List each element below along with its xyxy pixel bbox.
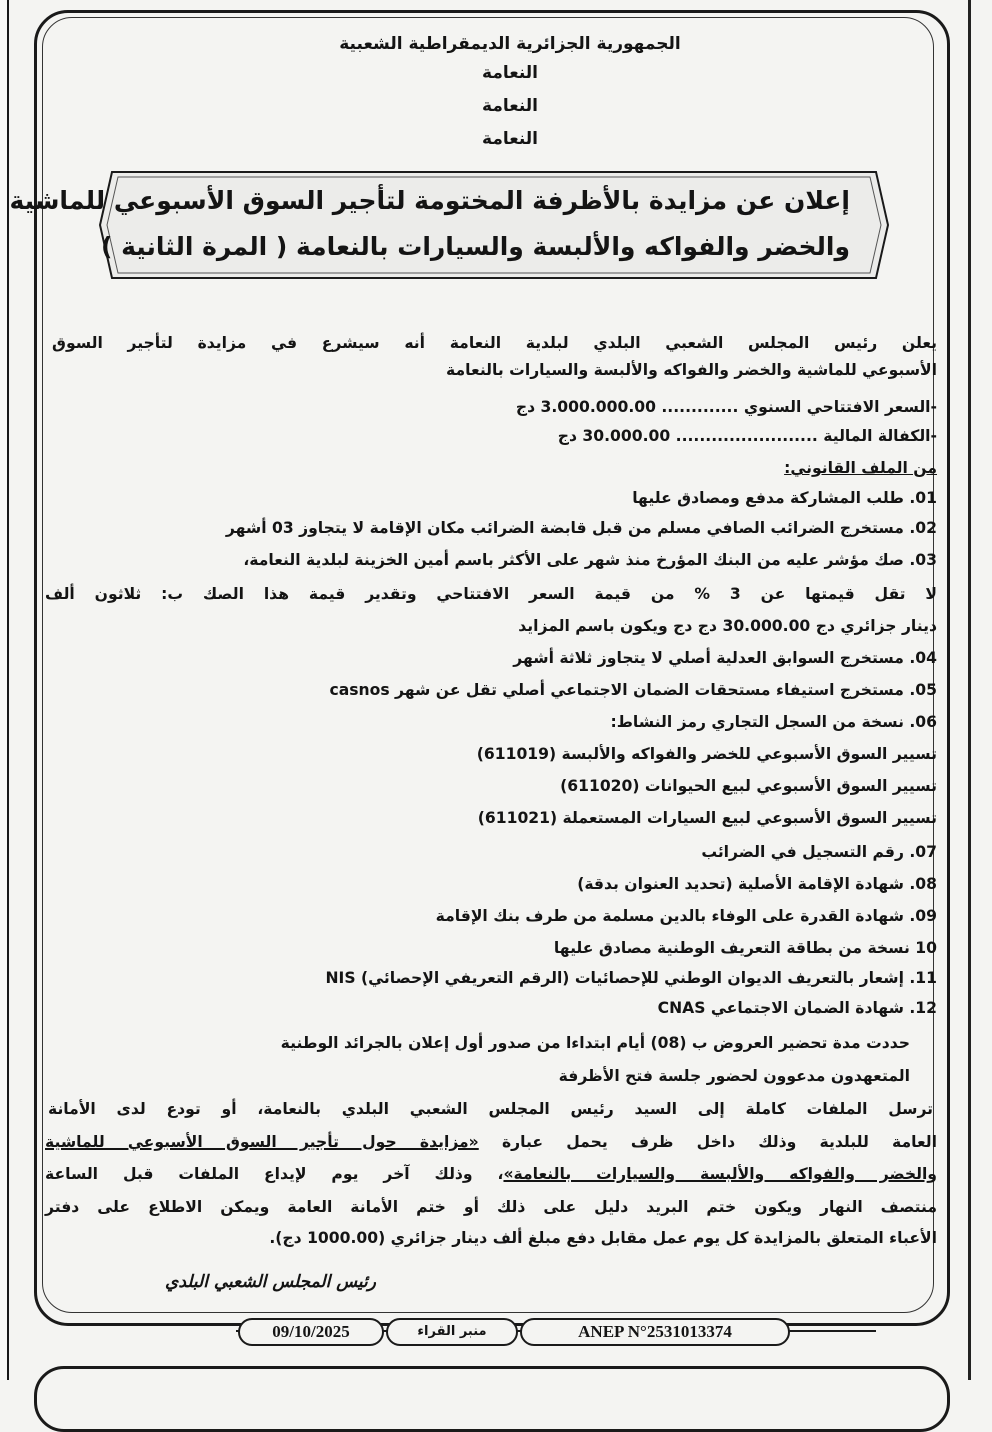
submission-line-5: الأعباء المتعلق بالمزايدة كل يوم عمل مقابل دفع مبلغ ألف دينار جزائري (1000.00 دج). [269,1229,937,1247]
signature: رئيس المجلس الشعبي البلدي [165,1272,376,1292]
publisher-name: منبر القراء [386,1318,518,1346]
opening-price: -السعر الافتتاحي السنوي ............. 3.000.000.00 دج [515,398,937,416]
intro-line-2: الأسبوعي للماشية والخضر والفواكه والألبسة والسيارات بالنعامة [446,361,937,379]
list-item: لا تقل قيمتها عن 3 % من قيمة السعر الافتتاحي وتقدير قيمة هذا الصك ب: ثلاثون ألف [45,585,937,603]
list-item: 01. طلب المشاركة مدفع ومصادق عليها [632,489,937,507]
left-page-edge [0,0,9,1380]
wilaya-name: النعامة [482,63,538,83]
title-line-1: إعلان عن مزايدة بالأظرفة المختومة لتأجير السوق الأسبوعي للماشية [9,186,850,215]
right-page-edge [968,0,990,1380]
submission-line-4: منتصف النهار ويكون ختم البريد دليل على ذلك أو ختم الأمانة العامة ويمكن الاطلاع على دفتر [45,1198,937,1216]
list-item: 11. إشعار بالتعريف الديوان الوطني للإحصائيات (الرقم التعريفي الإحصائي) NIS [325,969,937,987]
intro-line-1: يعلن رئيس المجلس الشعبي البلدي لبلدية النعامة أنه سيشرع في مزايدة لتأجير السوق [52,334,937,352]
financial-deposit: -الكفالة المالية ........................ 30.000.00 دج [557,427,937,445]
deadline-line-1: حددت مدة تحضير العروض ب (08) أيام ابتداءا من صدور أول إعلان بالجرائد الوطنية [280,1034,910,1052]
legal-file-heading: من الملف القانوني: [784,459,937,477]
anep-number: ANEP N°2531013374 [520,1318,790,1346]
submission-line-2-text: العامة للبلدية وذلك داخل ظرف يحمل عبارة [478,1133,937,1151]
list-item: 12. شهادة الضمان الاجتماعي CNAS [657,999,937,1017]
list-item: 02. مستخرج الضرائب الصافي مسلم من قبل قابضة الضرائب مكان الإقامة لا يتجاوز 03 أشهر [225,519,937,537]
title-box [9,168,890,282]
list-item: تسيير السوق الأسبوعي للخضر والفواكه والألبسة (611019) [476,745,937,763]
list-item: 10 نسخة من بطاقة التعريف الوطنية مصادق عليها [553,939,937,957]
list-item: 07. رقم التسجيل في الضرائب [701,843,937,861]
publication-date: 09/10/2025 [238,1318,384,1346]
next-announcement-frame [34,1366,950,1432]
deadline-line-2: المتعهدون مدعوون لحضور جلسة فتح الأظرفة [558,1067,910,1085]
submission-line-1: ترسل الملفات كاملة إلى السيد رئيس المجلس الشعبي البلدي بالنعامة، أو تودع لدى الأمانة [48,1100,933,1118]
list-item: 03. صك مؤشر عليه من البنك المؤرخ منذ شهر على الأكثر باسم أمين الخزينة لبلدية النعامة، [243,551,937,569]
submission-line-2 [45,1129,937,1155]
daira-name: النعامة [482,96,538,116]
submission-line-3 [45,1161,937,1187]
submission-envelope-phrase-end: والخضر والفواكه والألبسة والسيارات بالنعامة» [503,1165,938,1183]
list-item: دينار جزائري دج 30.000.00 دج دج ويكون باسم المزايد [518,617,937,635]
commune-name: النعامة [482,129,538,149]
list-item: 06. نسخة من السجل التجاري رمز النشاط: [610,713,937,731]
submission-envelope-phrase: «مزايدة حول تأجير السوق الأسبوعي للماشية [45,1133,479,1151]
list-item: 05. مستخرج استيفاء مستحقات الضمان الاجتماعي أصلي تقل عن شهر casnos [329,681,937,699]
republic-name: الجمهورية الجزائرية الديمقراطية الشعبية [339,34,681,54]
submission-line-3-text: ، وذلك آخر يوم لإيداع الملفات قبل الساعة [45,1165,504,1183]
list-item: 08. شهادة الإقامة الأصلية (تحديد العنوان بدقة) [577,875,937,893]
list-item: 09. شهادة القدرة على الوفاء بالدين مسلمة من طرف بنك الإقامة [435,907,937,925]
list-item: تسيير السوق الأسبوعي لبيع السيارات المستعملة (611021) [477,809,937,827]
list-item: 04. مستخرج السوابق العدلية أصلي لا يتجاوز ثلاثة أشهر [513,649,937,667]
list-item: تسيير السوق الأسبوعي لبيع الحيوانات (611020) [560,777,937,795]
title-line-2: والخضر والفواكه والألبسة والسيارات بالنعامة ( المرة الثانية ) [101,232,850,261]
